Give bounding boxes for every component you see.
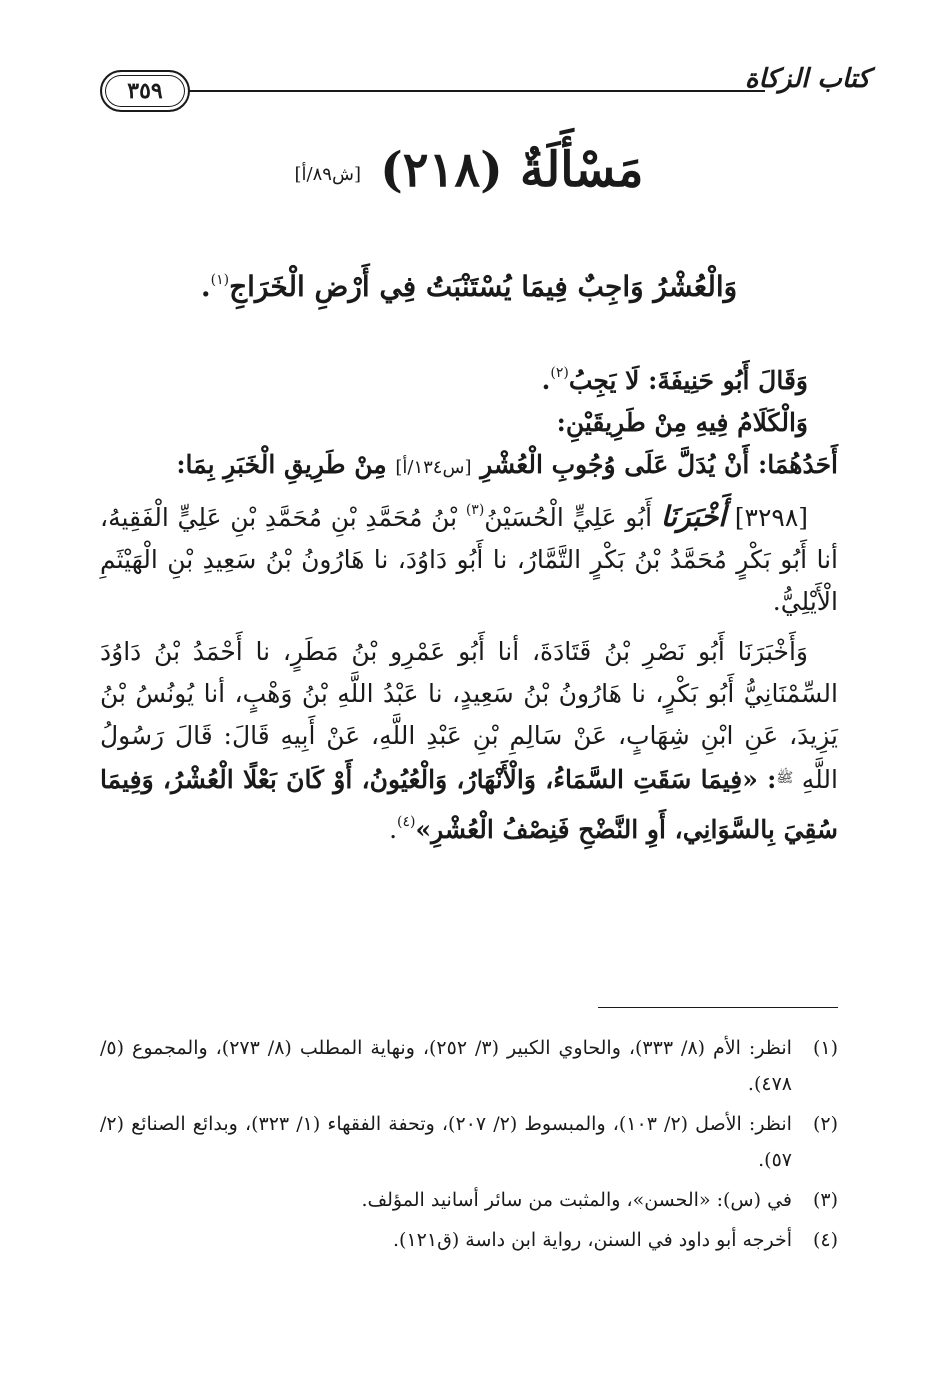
- page-header: [100, 62, 870, 122]
- footnote-number: (١): [812, 1037, 838, 1059]
- footnote-marker: (٤): [397, 814, 416, 830]
- lead-text: وَالْعُشْرُ وَاجِبٌ فِيمَا يُسْتَنْبَتُ فِي أَرْضِ الْخَرَاجِ: [229, 270, 738, 303]
- footnote-rule: [598, 1007, 838, 1008]
- paragraph-text: بْنُ مُحَمَّدِ بْنِ مُحَمَّدِ بْنِ عَلِيٍّ الْفَقِيهُ، أنا أَبُو بَكْرٍ مُحَمَّدُ بْنُ بَكْرٍ التَّمَّارُ، نا أَبُو دَاوُدَ، نا هَارُونُ بْنُ سَعِيدِ بْنِ الْهَيْثَمِ الْأَيْلِيُّ.: [100, 503, 838, 616]
- paragraph-text: أَبُو عَلِيٍّ الْحُسَيْنُ: [484, 503, 653, 532]
- hadith-number: [٣٢٩٨]: [734, 503, 809, 532]
- book-title: كتاب الزكاة: [744, 64, 870, 94]
- body-text: [100, 352, 838, 851]
- header-rule: [188, 90, 765, 92]
- manuscript-ref: [ش٨٩/أ]: [294, 164, 361, 185]
- hadith-matn: : «فِيمَا سَقَتِ السَّمَاءُ، وَالْأَنْهَارُ، وَالْعُيُونُ، أَوْ كَانَ بَعْلًا الْعُشْرُ، وَفِيمَا سُقِيَ بِالسَّوَانِي، أَوِ النَّضْحِ فَنِصْفُ الْعُشْرِ»: [100, 765, 838, 844]
- footnote-text: في (س): «الحسن»، والمثبت من سائر أسانيد المؤلف.: [361, 1189, 792, 1211]
- footnote: [100, 1182, 838, 1218]
- masala-number: (٢١٨): [380, 142, 503, 198]
- footnote-number: (٣): [812, 1189, 838, 1211]
- paragraph: [100, 352, 838, 402]
- footnote-text: انظر: الأم (٨/ ٣٣٣)، والحاوي الكبير (٣/ ٢٥٢)، ونهاية المطلب (٨/ ٢٧٣)، والمجموع (٥/ ٤٧٨).: [100, 1037, 792, 1095]
- footnote-marker: (٣): [465, 502, 485, 518]
- lead-end: .: [200, 270, 211, 303]
- paragraph-text: وَقَالَ أَبُو حَنِيفَةَ: لَا يَجِبُ: [568, 366, 808, 395]
- paragraph-end: .: [389, 815, 398, 844]
- footnote-number: (٤): [812, 1229, 838, 1251]
- paragraph: [100, 444, 838, 489]
- paragraph-end: .: [541, 366, 551, 395]
- footnote-text: انظر: الأصل (٢/ ١٠٣)، والمبسوط (٢/ ٢٠٧)، وتحفة الفقهاء (١/ ٣٢٣)، وبدائع الصنائع (٢/ ٥٧).: [100, 1113, 792, 1171]
- hadith-text: [100, 631, 838, 851]
- paragraph: وَالْكَلَامُ فِيهِ مِنْ طَرِيقَيْنِ:: [556, 408, 808, 437]
- pbuh-ligature: ﷺ: [776, 770, 794, 786]
- paragraph-text: وَأَخْبَرَنَا أَبُو نَصْرِ بْنُ قَتَادَةَ، أنا أَبُو عَمْرِو بْنُ مَطَرٍ، نا أَحْمَدُ بْنُ دَاوُدَ السِّمْنَانِيُّ أَبُو بَكْرٍ، نا هَارُونُ بْنُ سَعِيدٍ، نا عَبْدُ اللَّهِ بْنُ وَهْبٍ، أنا يُونُسُ بْنُ يَزِيدَ، عَنِ ابْنِ شِهَابٍ، عَنْ سَالِمِ بْنِ عَبْدِ اللَّهِ، عَنْ أَبِيهِ قَالَ: قَالَ رَسُولُ اللَّهِ: [100, 637, 838, 794]
- footnote: [100, 1222, 838, 1258]
- paragraph-text: أَحَدُهُمَا: أَنْ يُدَلَّ عَلَى وُجُوبِ الْعُشْرِ: [480, 450, 838, 479]
- hadith-isnad: [100, 489, 838, 623]
- akhbarana-word: أَخْبَرَنَا: [660, 500, 727, 533]
- footnote-number: (٢): [812, 1113, 838, 1135]
- footnote-text: أخرجه أبو داود في السنن، رواية ابن داسة (ق١٢١).: [393, 1229, 792, 1251]
- paragraph-text: مِنْ طَرِيقِ الْخَبَرِ بِمَا:: [176, 450, 387, 479]
- footnote: [100, 1106, 838, 1178]
- lead-statement: [0, 260, 938, 307]
- footnote-marker: (٢): [550, 365, 569, 381]
- footnotes: [100, 1030, 838, 1262]
- footnote: [100, 1030, 838, 1102]
- page-number: ٣٥٩: [127, 78, 163, 104]
- masala-heading: مَسْأَلَةٌ: [519, 142, 644, 198]
- manuscript-ref: [س١٣٤/أ]: [395, 457, 472, 478]
- page-number-badge: [100, 70, 190, 112]
- masala-title: [0, 142, 938, 198]
- footnote-marker: (١): [210, 272, 230, 288]
